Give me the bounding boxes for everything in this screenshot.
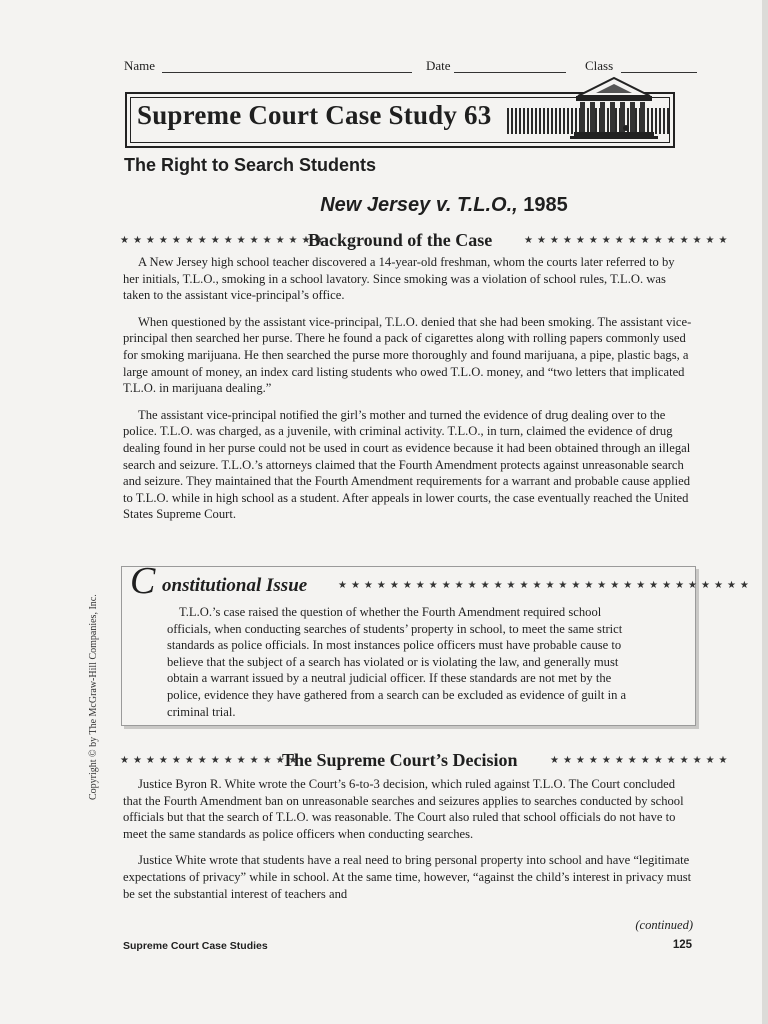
class-label: Class: [585, 58, 614, 73]
name-blank: [162, 72, 412, 73]
class-blank: [621, 72, 697, 73]
courthouse-icon: [566, 74, 662, 140]
case-parties: New Jersey v. T.L.O.,: [320, 194, 518, 216]
decision-paragraph: Justice White wrote that students have a real need to bring personal property into school and have “legitimate expectations of privacy” while in school. At the same time, however, “against the child’s interest in privacy must be set the substantial interest of teachers and: [123, 853, 692, 901]
decision-text: [123, 776, 693, 912]
background-heading: [120, 230, 732, 252]
name-label: Name: [124, 58, 156, 73]
worksheet-subtitle: The Right to Search Students: [124, 155, 377, 175]
case-study-title: Supreme Court Case Study 63: [137, 100, 492, 130]
background-heading-text: Background of the Case: [308, 230, 493, 250]
case-year: 1985: [523, 194, 568, 216]
decision-heading-text: The Supreme Court’s Decision: [282, 750, 518, 770]
star-rule-left: ★★★★★★★★★★★★★★: [120, 755, 302, 766]
date-blank: [454, 72, 566, 73]
background-text: [123, 254, 693, 533]
date-label: Date: [426, 58, 451, 73]
decision-heading: [120, 750, 732, 772]
case-name: [0, 194, 768, 217]
constitutional-issue-title: onstitutional Issue: [162, 575, 308, 596]
constitutional-issue-box: [121, 560, 753, 726]
decorative-initial: C: [130, 560, 156, 602]
star-rule-right: ★★★★★★★★★★★★★★★★: [524, 235, 732, 246]
book-title-footer: Supreme Court Case Studies: [123, 940, 268, 952]
copyright-notice: Copyright © by The McGraw-Hill Companies, Inc.: [88, 594, 99, 800]
decision-paragraph: Justice Byron R. White wrote the Court’s 6-to-3 decision, which ruled against T.L.O. The Court concluded that the Fourth Amendment ban on unreasonable searches and seizures applies to searches conducted by school officials but that the search of T.L.O. was reasonable. The Court also ruled that school officials do not have to meet the same standards as police officers when conducting searches.: [123, 777, 684, 841]
background-paragraph: A New Jersey high school teacher discovered a 14-year-old freshman, whom the courts later referred to by her initials, T.L.O., smoking in a school lavatory. Since smoking was a violation of school rules, T.L.O. was taken to the assistant vice-principal’s office.: [123, 255, 675, 303]
background-paragraph: The assistant vice-principal notified the girl’s mother and turned the evidence of drug dealing over to the police. T.L.O. was charged, as a juvenile, with criminal activity. T.L.O., in turn, claimed the evidence of drug dealing found in her purse could not be used in court as evidence because it had been obtained through an illegal search and seizure. T.L.O.’s attorneys claimed that the Fourth Amendment protects against unreasonable search and seizure. They maintained that the Fourth Amendment requirements for a warrant and probable cause applied to T.L.O. while in high school as a student. After appeals in lower courts, the case eventually reached the United States Supreme Court.: [123, 407, 691, 522]
star-rule: ★★★★★★★★★★★★★★★★★★★★★★★★★★★★★★★★: [338, 580, 753, 591]
star-rule-left: ★★★★★★★★★★★★★★★★: [120, 235, 328, 246]
star-rule-right: ★★★★★★★★★★★★★★: [550, 755, 732, 766]
issue-paragraph: T.L.O.’s case raised the question of whether the Fourth Amendment required school officials, when conducting searches of students’ property in school, to meet the same strict standards as police officials. In most instances police officers must have probable cause to believe that the subject of a search has violated or is violating the law, and generally must obtain a warrant issued by a neutral judicial officer. If these standards are not met by the police, evidence they have gathered from a search can be excluded as evidence of guilt in a criminal trial.: [167, 605, 627, 719]
continued-note: (continued): [635, 918, 693, 932]
page-edge: [762, 0, 768, 1024]
constitutional-issue-text: [167, 604, 647, 720]
page-number: 125: [672, 939, 692, 951]
background-paragraph: When questioned by the assistant vice-principal, T.L.O. denied that she had been smoking. The assistant vice-principal then searched her purse. There he found a pack of cigarettes along with rolling papers commonly used for smoking marijuana. He then searched the purse more thoroughly and found marijuana, a pipe, plastic bags, a large amount of money, an index card listing students who owed T.L.O. money, and “two letters that implicated T.L.O. in marijuana dealing.”: [123, 314, 692, 396]
